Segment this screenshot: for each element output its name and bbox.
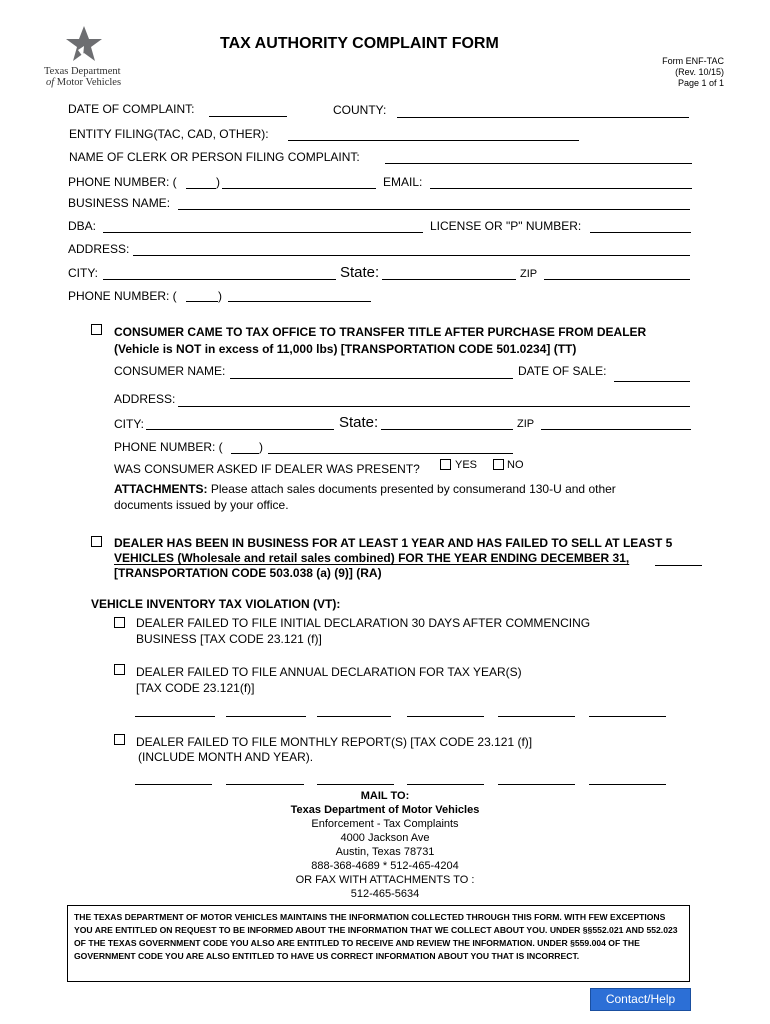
month-year-field-3[interactable] bbox=[317, 784, 394, 785]
fax-label: OR FAX WITH ATTACHMENTS TO : bbox=[295, 874, 475, 886]
mail-street: 4000 Jackson Ave bbox=[340, 832, 430, 844]
tt-phone-area-field[interactable] bbox=[231, 453, 259, 454]
tax-year-field-4[interactable] bbox=[407, 716, 484, 717]
vt-initial-checkbox[interactable] bbox=[114, 617, 125, 628]
consumer-name-label: CONSUMER NAME: bbox=[114, 364, 226, 378]
tt-phone-label: PHONE NUMBER: ( bbox=[114, 440, 223, 454]
vt-monthly-line2: (INCLUDE MONTH AND YEAR). bbox=[138, 750, 314, 764]
phone1-paren: ) bbox=[216, 175, 220, 189]
date-of-complaint-label: DATE OF COMPLAINT: bbox=[68, 102, 195, 116]
mail-dept: Enforcement - Tax Complaints bbox=[311, 818, 459, 830]
phone2-number-field[interactable] bbox=[228, 301, 371, 302]
month-year-field-4[interactable] bbox=[407, 784, 484, 785]
yes-label: YES bbox=[455, 459, 478, 471]
phone1-number-field[interactable] bbox=[222, 188, 376, 189]
tt-heading-line2: (Vehicle is NOT in excess of 11,000 lbs) [TRANSPORTATION CODE 501.0234] (TT) bbox=[114, 342, 577, 356]
tt-state-label: State: bbox=[339, 414, 379, 431]
logo-text-line1: Texas Department bbox=[44, 66, 121, 77]
month-year-field-6[interactable] bbox=[589, 784, 666, 785]
date-of-sale-label: DATE OF SALE: bbox=[518, 364, 607, 378]
dba-field[interactable] bbox=[103, 232, 423, 233]
phone1-label: PHONE NUMBER: ( bbox=[68, 175, 177, 189]
ra-year-field[interactable] bbox=[655, 565, 702, 566]
mail-to-block bbox=[235, 789, 535, 901]
tax-year-field-6[interactable] bbox=[589, 716, 666, 717]
mail-to-label: MAIL TO: bbox=[360, 790, 410, 802]
state-field[interactable] bbox=[382, 279, 516, 280]
vt-heading: VEHICLE INVENTORY TAX VIOLATION (VT): bbox=[91, 597, 341, 611]
ra-heading-line3: [TRANSPORTATION CODE 503.038 (a) (9)] (RA) bbox=[114, 566, 382, 580]
city-label: CITY: bbox=[68, 266, 99, 280]
vt-initial-line1: DEALER FAILED TO FILE INITIAL DECLARATION 30 DAYS AFTER COMMENCING bbox=[136, 616, 591, 630]
date-of-sale-field[interactable] bbox=[614, 381, 690, 382]
city-field[interactable] bbox=[103, 279, 336, 280]
logo-text-line2: of Motor Vehicles bbox=[46, 77, 122, 88]
tt-address-field[interactable] bbox=[178, 406, 690, 407]
tax-year-field-1[interactable] bbox=[135, 716, 215, 717]
dealer-present-no-checkbox[interactable] bbox=[493, 459, 504, 470]
county-label: COUNTY: bbox=[333, 103, 387, 117]
month-year-field-2[interactable] bbox=[226, 784, 304, 785]
tt-checkbox[interactable] bbox=[91, 324, 102, 335]
vt-monthly-checkbox[interactable] bbox=[114, 734, 125, 745]
ra-heading-line2: VEHICLES (Wholesale and retail sales combined) FOR THE YEAR ENDING DECEMBER 31, bbox=[114, 551, 630, 565]
mail-phones: 888-368-4689 * 512-465-4204 bbox=[311, 860, 459, 872]
tt-city-field[interactable] bbox=[146, 429, 334, 430]
license-field[interactable] bbox=[590, 232, 691, 233]
tt-address-label: ADDRESS: bbox=[114, 392, 176, 406]
vt-annual-line2: [TAX CODE 23.121(f)] bbox=[136, 681, 255, 695]
dealer-present-yes-checkbox[interactable] bbox=[440, 459, 451, 470]
phone2-area-field[interactable] bbox=[186, 301, 218, 302]
tax-year-field-5[interactable] bbox=[498, 716, 575, 717]
address-field[interactable] bbox=[133, 255, 690, 256]
state-label: State: bbox=[340, 264, 380, 281]
county-field[interactable] bbox=[397, 117, 689, 118]
fax-number: 512-465-5634 bbox=[350, 888, 420, 900]
zip-field[interactable] bbox=[544, 279, 690, 280]
email-label: EMAIL: bbox=[383, 175, 423, 189]
tax-year-field-2[interactable] bbox=[226, 716, 306, 717]
phone1-area-field[interactable] bbox=[186, 188, 216, 189]
vt-initial-line2: BUSINESS [TAX CODE 23.121 (f)] bbox=[136, 632, 322, 646]
license-label: LICENSE OR "P" NUMBER: bbox=[430, 219, 582, 233]
business-name-label: BUSINESS NAME: bbox=[68, 196, 171, 210]
phone2-paren: ) bbox=[218, 289, 222, 303]
ra-heading-line1: DEALER HAS BEEN IN BUSINESS FOR AT LEAST 1 YEAR AND HAS FAILED TO SELL AT LEAST 5 bbox=[114, 536, 673, 550]
mail-org: Texas Department of Motor Vehicles bbox=[290, 804, 480, 816]
tt-phone-number-field[interactable] bbox=[268, 453, 513, 454]
no-label: NO bbox=[507, 459, 524, 471]
vt-monthly-line1: DEALER FAILED TO FILE MONTHLY REPORT(S) [TAX CODE 23.121 (f)] bbox=[136, 735, 533, 749]
tt-city-label: CITY: bbox=[114, 417, 145, 431]
vt-annual-checkbox[interactable] bbox=[114, 664, 125, 675]
privacy-notice: THE TEXAS DEPARTMENT OF MOTOR VEHICLES MAINTAINS THE INFORMATION COLLECTED THROUGH THIS FORM. WITH FEW EXCEPTIONS YOU ARE ENTITLED ON REQUEST TO BE INFORMED ABOUT THE INFORMATION THAT WE COLLECT ABOUT YOU. UNDER §§552.021 AND 552.023 OF THE TEXAS GOVERNMENT CODE YOU ALSO ARE ENTITLED TO RECEIVE AND REVIEW THE INFORMATION. UNDER §559.004 OF THE GOVERNMENT CODE YOU ARE ALSO ENTITLED TO HAVE US CORRECT INFORMATION ABOUT YOU THAT IS INCORRECT. bbox=[67, 905, 690, 982]
tt-heading-line1: CONSUMER CAME TO TAX OFFICE TO TRANSFER TITLE AFTER PURCHASE FROM DEALER bbox=[114, 325, 647, 339]
vt-annual-line1: DEALER FAILED TO FILE ANNUAL DECLARATION FOR TAX YEAR(S) bbox=[136, 665, 522, 679]
tt-state-field[interactable] bbox=[381, 429, 513, 430]
tt-phone-paren: ) bbox=[259, 440, 263, 454]
entity-filing-field[interactable] bbox=[288, 140, 579, 141]
dba-label: DBA: bbox=[68, 219, 97, 233]
month-year-field-5[interactable] bbox=[498, 784, 575, 785]
mail-city: Austin, Texas 78731 bbox=[335, 846, 435, 858]
tt-zip-field[interactable] bbox=[541, 429, 691, 430]
address-label: ADDRESS: bbox=[68, 242, 130, 256]
tax-year-field-3[interactable] bbox=[317, 716, 391, 717]
tt-zip-label: ZIP bbox=[517, 418, 535, 430]
entity-filing-label: ENTITY FILING(TAC, CAD, OTHER): bbox=[69, 127, 269, 141]
phone2-label: PHONE NUMBER: ( bbox=[68, 289, 177, 303]
date-of-complaint-field[interactable] bbox=[209, 116, 287, 117]
consumer-name-field[interactable] bbox=[230, 378, 513, 379]
zip-label: ZIP bbox=[520, 268, 538, 280]
business-name-field[interactable] bbox=[178, 209, 690, 210]
dealer-present-question: WAS CONSUMER ASKED IF DEALER WAS PRESENT? bbox=[114, 462, 420, 476]
star-logo-icon bbox=[64, 24, 104, 64]
month-year-field-1[interactable] bbox=[135, 784, 212, 785]
clerk-name-label: NAME OF CLERK OR PERSON FILING COMPLAINT: bbox=[69, 150, 360, 164]
clerk-name-field[interactable] bbox=[385, 163, 692, 164]
txdmv-logo bbox=[40, 24, 140, 94]
ra-checkbox[interactable] bbox=[91, 536, 102, 547]
attachments-line1: ATTACHMENTS: Please attach sales documents presented by consumerand 130-U and other bbox=[114, 482, 616, 496]
attachments-line2: documents issued by your office. bbox=[114, 498, 289, 512]
email-field[interactable] bbox=[430, 188, 692, 189]
form-title: TAX AUTHORITY COMPLAINT FORM bbox=[220, 35, 499, 52]
contact-help-button[interactable]: Contact/Help bbox=[590, 988, 691, 1011]
form-meta: Form ENF-TAC (Rev. 10/15) Page 1 of 1 bbox=[662, 56, 724, 88]
